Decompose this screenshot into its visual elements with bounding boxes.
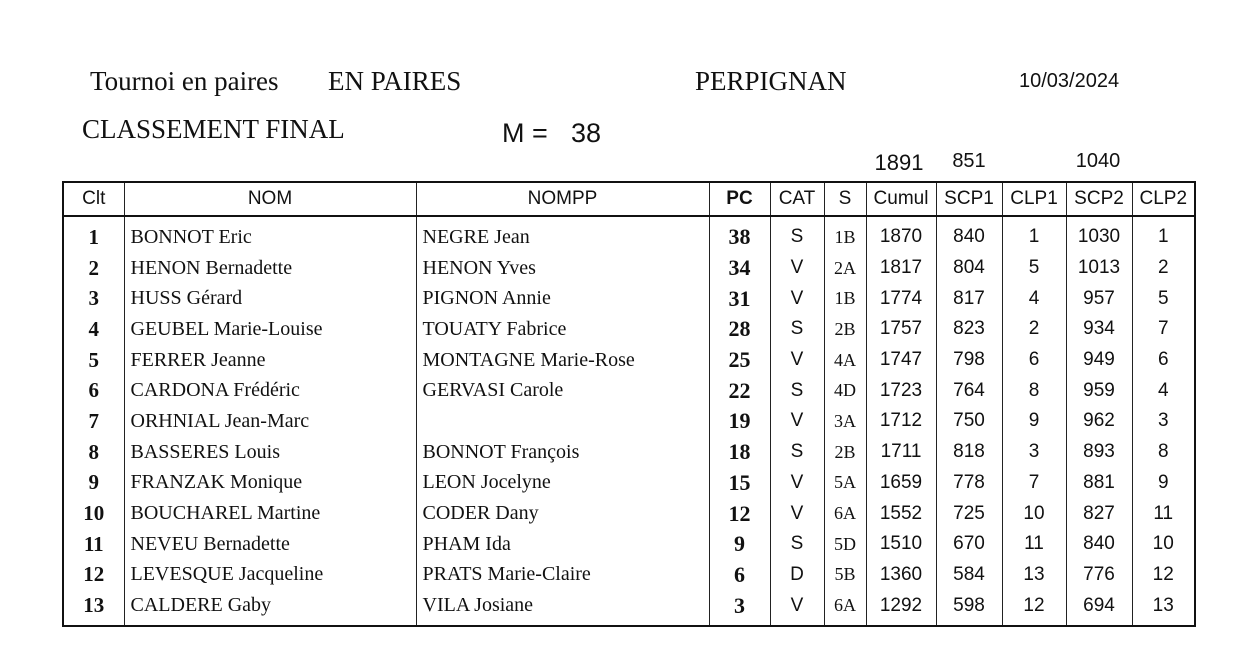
cell-name: ORHNIAL Jean-Marc [124,406,416,437]
cell-scp1: 804 [936,253,1002,284]
cell-name: GEUBEL Marie-Louise [124,314,416,345]
cell-scp2: 962 [1066,406,1132,437]
cell-cat: S [770,529,824,560]
cell-rank: 6 [63,375,124,406]
cell-scp2: 840 [1066,529,1132,560]
cell-clp1: 3 [1002,437,1066,468]
col-header-clp1: CLP1 [1002,182,1066,216]
table-row [63,375,1195,406]
cell-name: CALDERE Gaby [124,590,416,626]
cell-s: 5A [824,468,866,499]
ranking-table [62,181,1196,627]
cell-cumul: 1723 [866,375,936,406]
col-header-cat: CAT [770,182,824,216]
cell-clp1: 7 [1002,468,1066,499]
cell-name: FERRER Jeanne [124,345,416,376]
col-header-scp1: SCP1 [936,182,1002,216]
cell-name: LEVESQUE Jacqueline [124,560,416,591]
cell-clp1: 10 [1002,498,1066,529]
cell-cat: S [770,375,824,406]
cell-scp2: 934 [1066,314,1132,345]
cell-clp2: 3 [1132,406,1195,437]
cell-rank: 9 [63,468,124,499]
cell-scp1: 823 [936,314,1002,345]
cell-s: 6A [824,590,866,626]
cell-s: 1B [824,283,866,314]
cell-partner: NEGRE Jean [416,216,709,253]
cell-partner: BONNOT François [416,437,709,468]
col-header-nom: NOM [124,182,416,216]
cell-cumul: 1712 [866,406,936,437]
cell-scp1: 778 [936,468,1002,499]
cell-clp2: 9 [1132,468,1195,499]
cell-cat: S [770,437,824,468]
col-header-clp2: CLP2 [1132,182,1195,216]
cell-rank: 4 [63,314,124,345]
cell-cumul: 1870 [866,216,936,253]
cell-cat: S [770,216,824,253]
cell-name: BONNOT Eric [124,216,416,253]
table-header-row [63,182,1195,216]
cell-scp2: 959 [1066,375,1132,406]
cell-name: CARDONA Frédéric [124,375,416,406]
cell-partner: PHAM Ida [416,529,709,560]
table-row [63,529,1195,560]
cell-cat: V [770,345,824,376]
cell-scp1: 750 [936,406,1002,437]
m-label: M = [502,118,548,148]
cell-name: FRANZAK Monique [124,468,416,499]
cell-rank: 3 [63,283,124,314]
cell-s: 2A [824,253,866,284]
cell-pc: 18 [709,437,770,468]
cell-cumul: 1292 [866,590,936,626]
cell-s: 3A [824,406,866,437]
date: 10/03/2024 [1019,70,1120,92]
cell-clp1: 12 [1002,590,1066,626]
col-header-cumul: Cumul [866,182,936,216]
cell-rank: 5 [63,345,124,376]
cell-cumul: 1659 [866,468,936,499]
cell-pc: 28 [709,314,770,345]
cell-cat: V [770,498,824,529]
total-scp2: 1040 [1075,150,1121,172]
cell-s: 5D [824,529,866,560]
cell-cat: V [770,253,824,284]
cell-cat: S [770,314,824,345]
cell-scp1: 798 [936,345,1002,376]
cell-partner: HENON Yves [416,253,709,284]
cell-pc: 31 [709,283,770,314]
table-row [63,437,1195,468]
cell-name: HENON Bernadette [124,253,416,284]
table-row [63,498,1195,529]
cell-pc: 22 [709,375,770,406]
cell-scp1: 817 [936,283,1002,314]
cell-clp2: 10 [1132,529,1195,560]
cell-clp2: 4 [1132,375,1195,406]
cell-clp1: 9 [1002,406,1066,437]
cell-clp1: 4 [1002,283,1066,314]
cell-clp1: 13 [1002,560,1066,591]
cell-scp1: 584 [936,560,1002,591]
tournament-title: Tournoi en paires [90,66,279,96]
table-row [63,216,1195,253]
cell-clp2: 2 [1132,253,1195,284]
table-row [63,590,1195,626]
cell-scp1: 725 [936,498,1002,529]
cell-scp1: 840 [936,216,1002,253]
cell-pc: 6 [709,560,770,591]
cell-scp2: 827 [1066,498,1132,529]
cell-partner: PRATS Marie-Claire [416,560,709,591]
cell-partner: GERVASI Carole [416,375,709,406]
cell-partner: TOUATY Fabrice [416,314,709,345]
cell-clp1: 2 [1002,314,1066,345]
cell-pc: 38 [709,216,770,253]
m-value: 38 [571,118,602,148]
cell-rank: 2 [63,253,124,284]
cell-name: BOUCHAREL Martine [124,498,416,529]
cell-cumul: 1552 [866,498,936,529]
cell-clp1: 8 [1002,375,1066,406]
cell-rank: 13 [63,590,124,626]
cell-s: 2B [824,437,866,468]
cell-cat: D [770,560,824,591]
cell-clp1: 11 [1002,529,1066,560]
cell-scp2: 881 [1066,468,1132,499]
cell-clp2: 1 [1132,216,1195,253]
cell-name: HUSS Gérard [124,283,416,314]
cell-cumul: 1757 [866,314,936,345]
cell-clp2: 12 [1132,560,1195,591]
cell-s: 6A [824,498,866,529]
cell-partner: MONTAGNE Marie-Rose [416,345,709,376]
cell-rank: 8 [63,437,124,468]
cell-s: 4D [824,375,866,406]
table-row [63,345,1195,376]
cell-scp2: 1030 [1066,216,1132,253]
cell-scp2: 949 [1066,345,1132,376]
cell-clp2: 5 [1132,283,1195,314]
cell-scp2: 1013 [1066,253,1132,284]
cell-partner: VILA Josiane [416,590,709,626]
cell-cumul: 1817 [866,253,936,284]
col-header-pc: PC [709,182,770,216]
cell-rank: 1 [63,216,124,253]
table-row [63,406,1195,437]
cell-cat: V [770,468,824,499]
cell-clp1: 1 [1002,216,1066,253]
cell-s: 4A [824,345,866,376]
cell-cumul: 1360 [866,560,936,591]
cell-pc: 15 [709,468,770,499]
cell-s: 1B [824,216,866,253]
cell-pc: 25 [709,345,770,376]
cell-clp2: 13 [1132,590,1195,626]
cell-scp2: 694 [1066,590,1132,626]
cell-clp2: 11 [1132,498,1195,529]
table-row [63,560,1195,591]
cell-cat: V [770,406,824,437]
cell-partner: CODER Dany [416,498,709,529]
cell-pc: 19 [709,406,770,437]
cell-name: BASSERES Louis [124,437,416,468]
cell-cumul: 1510 [866,529,936,560]
table-row [63,283,1195,314]
cell-cat: V [770,283,824,314]
cell-clp2: 6 [1132,345,1195,376]
cell-s: 2B [824,314,866,345]
city: PERPIGNAN [695,66,847,96]
cell-partner: LEON Jocelyne [416,468,709,499]
cell-pc: 34 [709,253,770,284]
cell-clp1: 6 [1002,345,1066,376]
col-header-scp2: SCP2 [1066,182,1132,216]
cell-scp2: 893 [1066,437,1132,468]
cell-scp1: 764 [936,375,1002,406]
cell-cumul: 1774 [866,283,936,314]
col-header-nompp: NOMPP [416,182,709,216]
table-row [63,314,1195,345]
cell-partner [416,406,709,437]
cell-clp2: 7 [1132,314,1195,345]
cell-scp2: 776 [1066,560,1132,591]
cell-rank: 11 [63,529,124,560]
total-cumul: 1891 [874,150,924,175]
cell-pc: 12 [709,498,770,529]
cell-rank: 7 [63,406,124,437]
cell-name: NEVEU Bernadette [124,529,416,560]
tournament-type: EN PAIRES [328,66,462,96]
cell-scp2: 957 [1066,283,1132,314]
total-scp1: 851 [952,150,986,172]
cell-cumul: 1711 [866,437,936,468]
cell-scp1: 598 [936,590,1002,626]
cell-scp1: 670 [936,529,1002,560]
cell-pc: 9 [709,529,770,560]
cell-rank: 10 [63,498,124,529]
page-title: CLASSEMENT FINAL [82,114,345,144]
cell-cumul: 1747 [866,345,936,376]
cell-s: 5B [824,560,866,591]
cell-pc: 3 [709,590,770,626]
cell-partner: PIGNON Annie [416,283,709,314]
cell-rank: 12 [63,560,124,591]
col-header-s: S [824,182,866,216]
cell-scp1: 818 [936,437,1002,468]
table-row [63,253,1195,284]
cell-clp1: 5 [1002,253,1066,284]
col-header-clt: Clt [63,182,124,216]
cell-cat: V [770,590,824,626]
ranking-rows [63,216,1195,626]
cell-clp2: 8 [1132,437,1195,468]
table-row [63,468,1195,499]
